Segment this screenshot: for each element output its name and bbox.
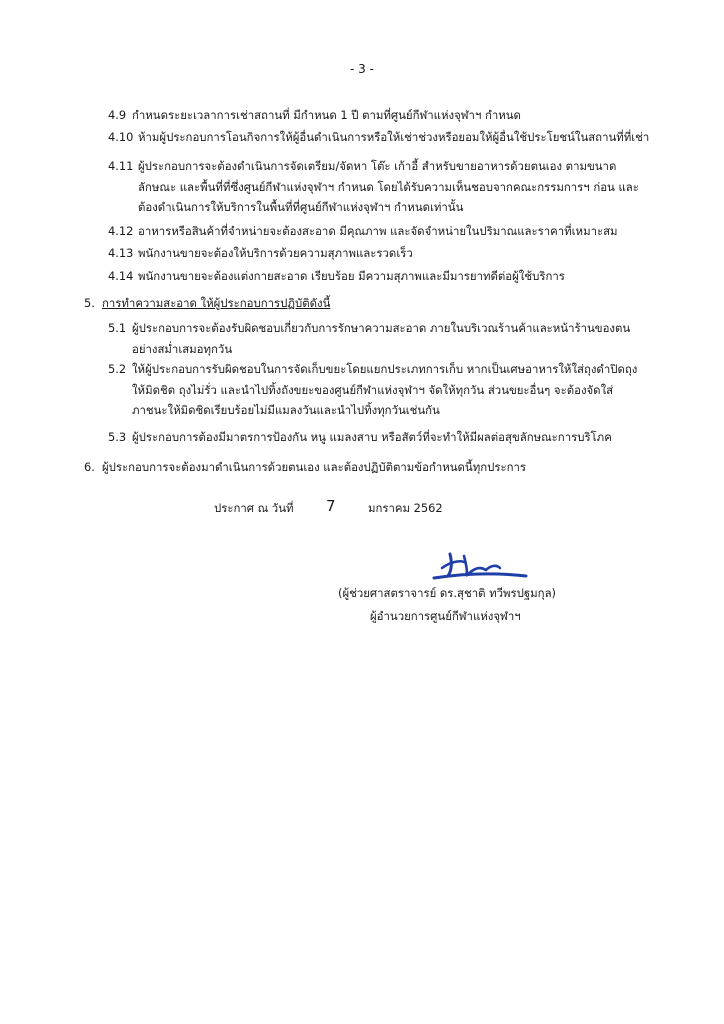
clause-number: 4.12 (108, 224, 134, 238)
announcement-prefix: ประกาศ ณ วันที่ (214, 501, 294, 515)
announcement-date (214, 497, 514, 522)
signature (430, 548, 530, 584)
clause-text: กำหนดระยะเวลาการเช่าสถานที่ มีกำหนด 1 ปี ตามที่ศูนย์กีฬาแห่งจุฬาฯ กำหนด (132, 108, 521, 122)
page-number: - 3 - (350, 62, 374, 76)
clause-text: พนักงานขายจะต้องให้บริการด้วยความสุภาพและรวดเร็ว (138, 246, 413, 260)
clause-number: 4.10 (108, 130, 134, 144)
clause-text: อาหารหรือสินค้าที่จำหน่ายจะต้องสะอาด มีคุณภาพ และจัดจำหน่ายในปริมาณและราคาที่เหมาะสม (138, 224, 618, 238)
clause-text: ผู้ประกอบการต้องมีมาตรการป้องกัน หนู แมลงสาบ หรือสัตว์ที่จะทำให้มีผลต่อสุขลักษณะการบริโภค (132, 430, 612, 444)
clause-number: 4.14 (108, 269, 134, 283)
signer-position: ผู้อำนวยการศูนย์กีฬาแห่งจุฬาฯ (370, 609, 521, 623)
announcement-day: 7 (326, 497, 336, 515)
section-number: 6. (84, 460, 95, 474)
signature-mark (430, 548, 530, 584)
clause-number: 4.9 (108, 108, 127, 122)
section-number: 5. (84, 296, 95, 310)
clause-text: ผู้ประกอบการจะต้องดำเนินการจัดเตรียม/จัดหา โต๊ะ เก้าอี้ สำหรับขายอาหารด้วยตนเอง ตามขนาด ลักษณะ และพื้นที่ที่ซึ่งศูนย์กีฬาแห่งจุฬาฯ กำหนด โดยได้รับความเห็นชอบจากคณะกรรมการฯ ก่อน และ ต้องดำเนินการให้บริการในพื้นที่ที่ศูนย์กีฬาแห่งจุฬาฯ กำหนดเท่านั้น (138, 159, 639, 214)
clause-number: 4.11 (108, 159, 134, 173)
clause-number: 4.13 (108, 246, 134, 260)
clause-number: 5.3 (108, 430, 127, 444)
clause-number: 5.1 (108, 321, 127, 335)
announcement-month-year: มกราคม 2562 (368, 501, 443, 515)
clause-text: ผู้ประกอบการจะต้องรับผิดชอบเกี่ยวกับการรักษาความสะอาด ภายในบริเวณร้านค้าและหน้าร้านของตน อย่างสม่ำเสมอทุกวัน (132, 321, 631, 356)
section-text: ผู้ประกอบการจะต้องมาดำเนินการด้วยตนเอง และต้องปฏิบัติตามข้อกำหนดนี้ทุกประการ (102, 460, 526, 474)
clause-text: ห้ามผู้ประกอบการโอนกิจการให้ผู้อื่นดำเนินการหรือให้เช่าช่วงหรือยอมให้ผู้อื่นใช้ประโยชน์ในสถานที่ที่เช่า (138, 130, 650, 144)
clause-text: พนักงานขายจะต้องแต่งกายสะอาด เรียบร้อย มีความสุภาพและมีมารยาทดีต่อผู้ใช้บริการ (138, 269, 565, 283)
clause-text: ให้ผู้ประกอบการรับผิดชอบในการจัดเก็บขยะโดยแยกประเภทการเก็บ หากเป็นเศษอาหารให้ใส่ถุงดำปิดถุง ให้มิดชิด ถุงไม่รั่ว และนำไปทิ้งถังขยะของศูนย์กีฬาแห่งจุฬาฯ จัดให้ทุกวัน ส่วนขยะอื่นๆ จะต้องจัดใส่ ภาชนะให้มิดชิดเรียบร้อยไม่มีแมลงวันและนำไปทิ้งทุกวันเช่นกัน (132, 362, 638, 417)
clause-number: 5.2 (108, 362, 127, 376)
section-title: การทำความสะอาด ให้ผู้ประกอบการปฏิบัติดังนี้ (102, 296, 331, 310)
signer-name: (ผู้ช่วยศาสตราจารย์ ดร.สุชาติ ทวีพรปฐมกุล) (338, 586, 557, 600)
